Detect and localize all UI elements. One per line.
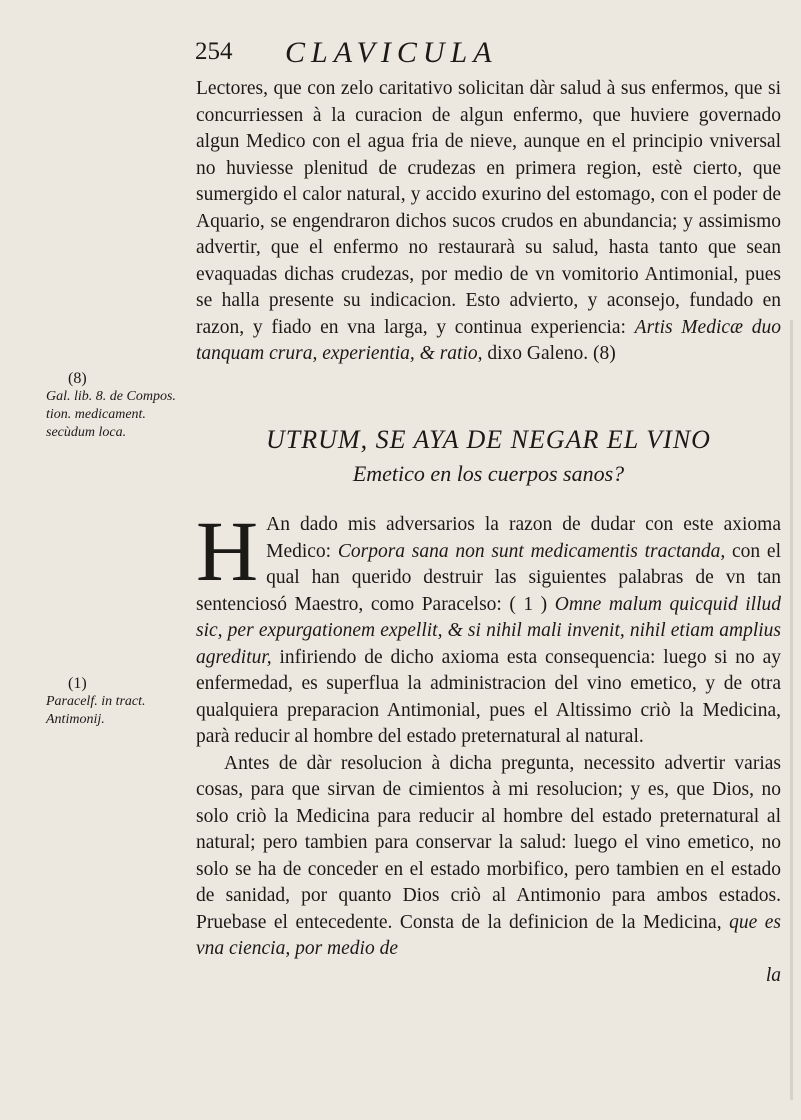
catchword: la (765, 964, 781, 986)
running-title: CLAVICULA (285, 36, 498, 69)
heading-line-2: Emetico en los cuerpos sanos? (352, 461, 625, 486)
paragraph-3-text: Antes de dàr resolucion à dicha pregunta, necessito advertir varias cosas, para que sirvan de cimientos à mi resolucion; y es, que Dios, no solo criò la Medicina para reducir al hombre del estado preternatural al natural; pero tambien para conservar la salud: luego el vino emetico, no solo se ha de conceder en el estado morbifico, pero tambien en el estado de sanidad, por quanto Dios criò al Antimonio para ambos estados. Pruebase el entecedente. Consta de la definicion de la Medicina, (196, 752, 781, 933)
drop-cap: H (196, 503, 259, 599)
page-header (195, 36, 615, 72)
paragraph-1-end: dixo Galeno. (8) (487, 343, 616, 364)
paragraph-1-text: Lectores, que con zelo caritativo solicitan dàr salud à sus enfermos, que si concurriessen à la curacion de algun enfermo, que huviere governado algun Medico con el agua fria de nieve, aunque en el principio vniversal no huviesse plenitud de crudezas en primera region, estè cierto, que sumergido el calor natural, y accido exurino del estomago, con el poder de Aquario, se engendraron dichos sucos crudos en abundancia; y assimismo advertir, que el enfermo no restaurarà su salud, hasta tanto que sean evaquadas dichas crudezas, por medio de vn vomitorio Antimonial, pues se halla presente su indicacion. Esto advierto, y aconsejo, fundado en razon, y fiado en vna larga, y continua experiencia: (196, 78, 781, 338)
paragraph-1-latin-quote: Artis Medicæ duo tanquam crura, experientia, & ratio, (196, 316, 782, 364)
catchword-line (196, 963, 781, 990)
section-heading (196, 425, 781, 487)
paragraph-2-mid: con el qual han querido destruir las siguientes palabras de vn tan sentenciosó Maestro, como Paracelso: ( 1 ) (196, 540, 782, 615)
heading-line-1: UTRUM, SE AYA DE NEGAR EL VINO (266, 425, 711, 454)
margin-note-1-text: Gal. lib. 8. de Compos. tion. medicament. secùdum loca. (46, 389, 176, 440)
paragraph-3-quote: que es vna ciencia, por medio de (196, 911, 781, 959)
section-body (196, 503, 782, 989)
margin-note-2-text: Paracelf. in tract. Antimonij. (46, 694, 146, 727)
paragraph-2-start: An dado mis adversarios la razon de dudar con este axioma Medico: (266, 514, 781, 562)
margin-note-galen (46, 370, 186, 442)
margin-note-2-number: (1) (68, 675, 87, 692)
page-edge (790, 320, 793, 1100)
paragraph-2-end: infiriendo de dicho axioma esta consequencia: luego si no ay enfermedad, es superflua la administracion del vino emetico, y de otra qualquiera preparacion Antimonial, pues el Altissimo criò la Medicina, parà reducir al hombre del estado preternatural al natural. (196, 646, 782, 747)
margin-note-1-number: (8) (68, 370, 87, 387)
paragraph-1 (196, 76, 781, 368)
paragraph-2 (196, 503, 782, 751)
margin-note-paracelsus (46, 675, 186, 729)
page-number: 254 (195, 38, 233, 65)
paragraph-2-latin-quote-2: Omne malum quicquid illud sic, per expurgationem expellit, & si nihil mali invenit, nihil etiam amplius agreditur, (196, 593, 781, 668)
paragraph-2-latin-quote-1: Corpora sana non sunt medicamentis tractanda, (337, 540, 726, 562)
paragraph-3 (196, 751, 781, 963)
